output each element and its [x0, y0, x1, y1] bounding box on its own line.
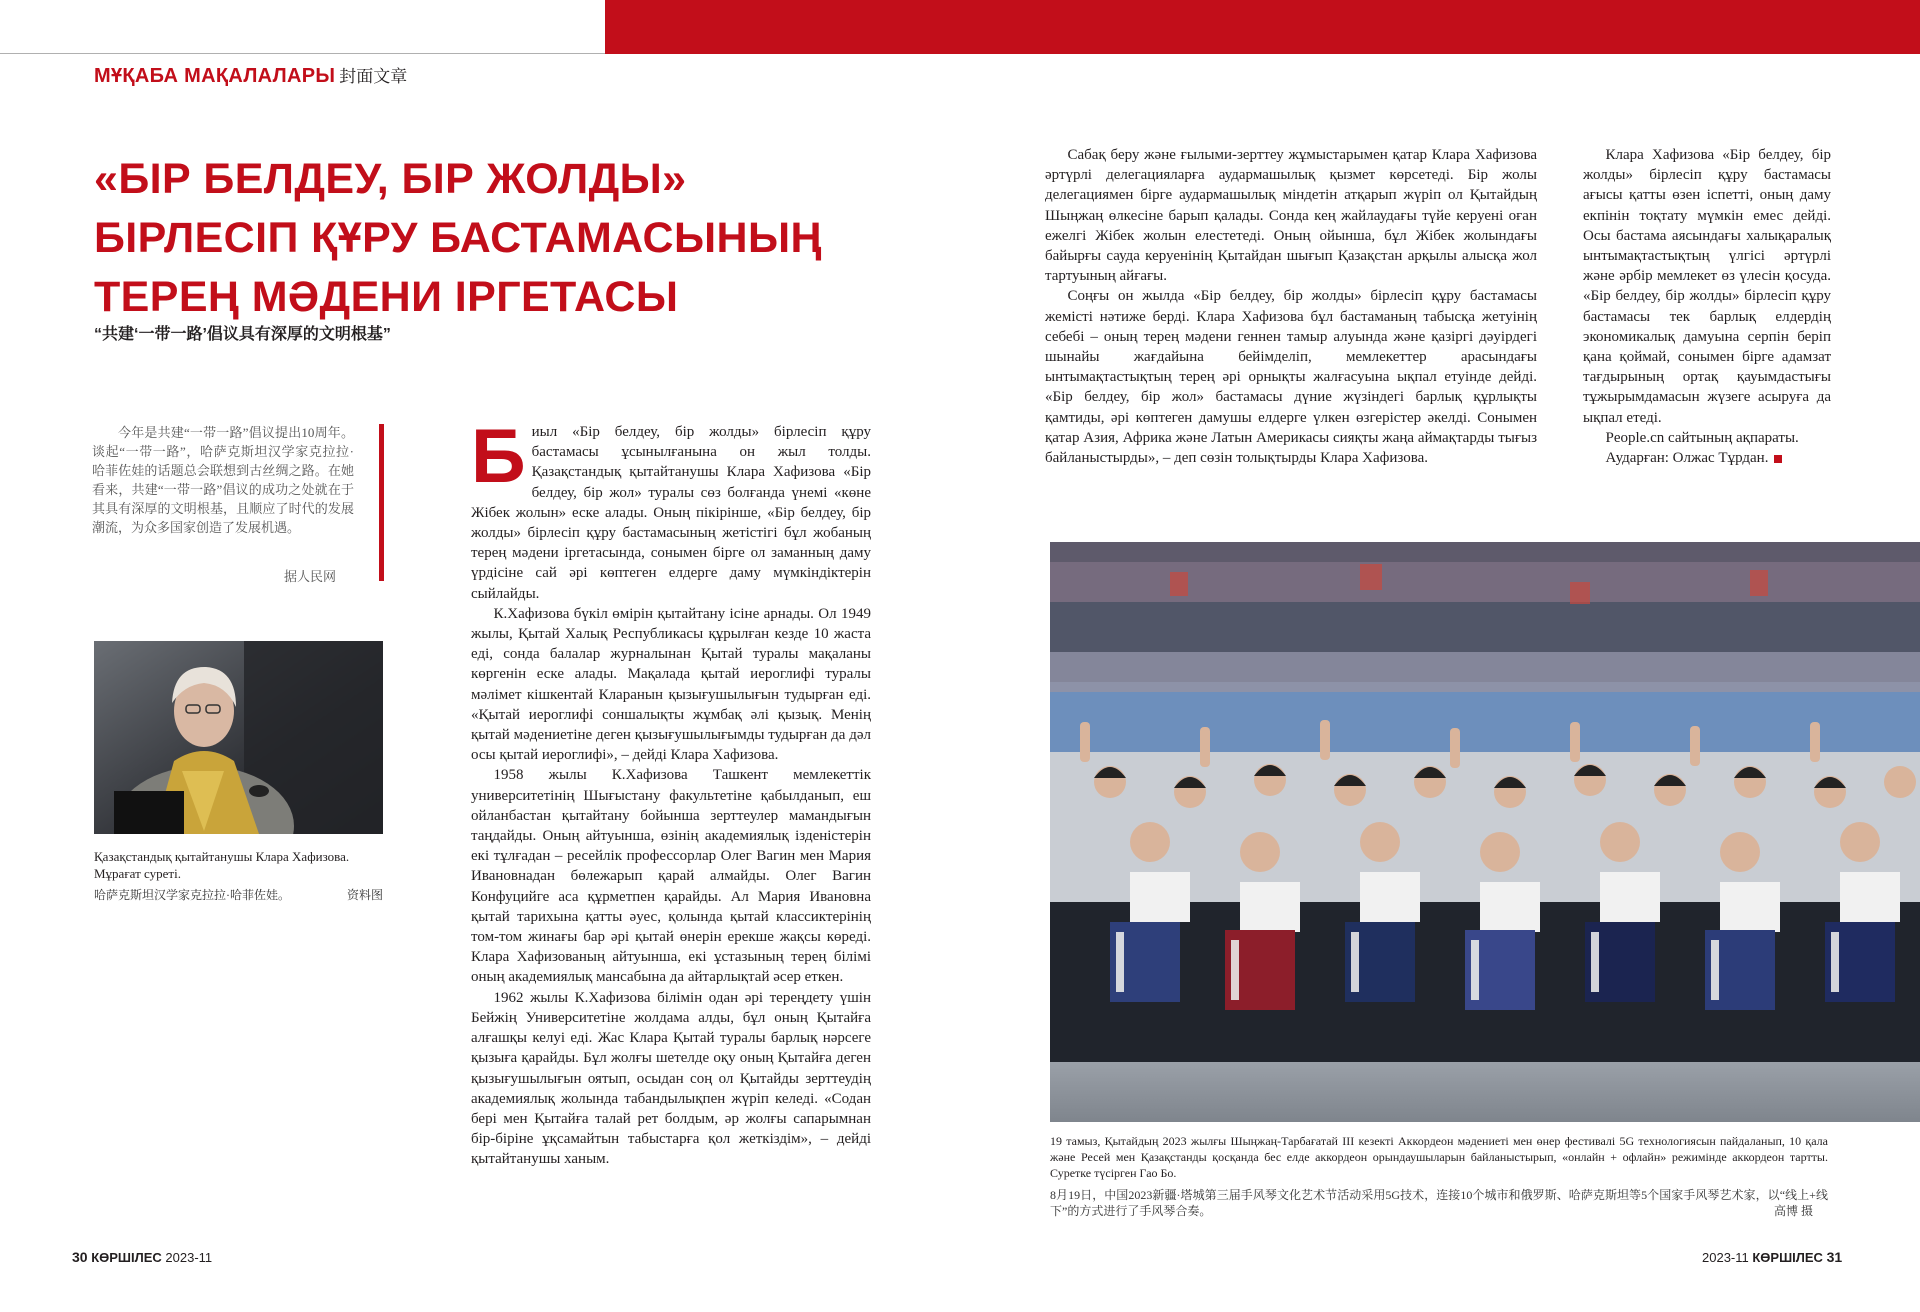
- section-label-kz: МҰҚАБА МАҚАЛАЛАРЫ: [94, 65, 336, 87]
- portrait-caption-cn: 哈萨克斯坦汉学家克拉拉·哈菲佐娃。: [94, 888, 290, 902]
- chinese-summary: 今年是共建“一带一路”倡议提出10周年。谈起“一带一路”，哈萨克斯坦汉学家克拉拉·哈菲佐娃的话题总会联想到古丝绸之路。在她看来，共建“一带一路”倡议的成功之处就在于其具有深厚的文明根基，且顺应了时代的发展潮流，为众多国家创造了发展机遇。: [92, 425, 354, 535]
- paragraph: Клара Хафизова «Бір белдеу, бір жолды» бірлесіп құру бастамасы ағысы қатты өзен іспетті, оның даму екпінін тоқтату мүмкін емес дейді. Осы бастама аясындағы халықаралық ынтымақтастықтың үлгісі әртүрлі және әрбір мемлекет өз үлесін қосуда. «Бір белдеу, бір жолды» бірлесіп құру бастамасы тек барлық елдердің экономикалық дамуына серпін беріп қана қоймай, сонымен бірге адамзат тағдырының ортақ қауымдастығы тұжырымдамасын жүзеге асыруға да ықпал етеді.: [1583, 147, 1831, 426]
- article-title: [94, 150, 822, 327]
- issue-left: 2023-11: [165, 1250, 213, 1265]
- paragraph: 1962 жылы К.Хафизова білімін одан әрі тереңдету үшін Бейжің Университетіне жолдама алды, бұл оның Қытайға алғашқы келуі еді. Жас Клара Қытай туралы барлық нәрсеге қызыға қарайды. Бұл жолғы шетелде оқу оның Қытайға деген қызығушылығын оятып, осыдан соң ол Қытайды зерттеудің академиялық жолында табандылықпен жүріп келеді. «Содан бері мен Қытайға талай рет болдым, әр жолғы сапарымнан бір-біріне ұқсамайтын табыстарға қол жеткіздім», – дейді қытайтанушы ханым.: [471, 989, 871, 1168]
- source-note: People.cn сайтының ақпараты.: [1605, 429, 1799, 446]
- portrait-photo-illustration: [94, 641, 383, 834]
- title-line-3: ТЕРЕҢ МӘДЕНИ ІРГЕТАСЫ: [94, 273, 679, 321]
- portrait-caption-kz: Қазақстандық қытайтанушы Клара Хафизова. Мұрағат суреті.: [94, 849, 350, 881]
- translator-note: [1583, 448, 1831, 468]
- header-red-bar: [605, 0, 1920, 54]
- article-column-1: [471, 414, 871, 1170]
- article-subtitle-cn: “共建‘一带一路’倡议具有深厚的文明根基”: [94, 326, 391, 343]
- title-line-2: БІРЛЕСІП ҚҰРУ БАСТАМАСЫНЫҢ: [94, 214, 822, 262]
- article-column-2: [1045, 145, 1537, 468]
- summary-accent-rule: [379, 424, 384, 581]
- accordion-festival-illustration: [1050, 542, 1920, 1122]
- footer-right: [1702, 1249, 1842, 1265]
- portrait-credit: 资料图: [347, 888, 384, 902]
- paragraph: Сабақ беру және ғылыми-зерттеу жұмыстарымен қатар Клара Хафизова әртүрлі делегацияларға аудармашылық қызмет көрсетеді. Бір жолы делегациямен бірге аудармашылық міндетін атқарып жүріп ол Қытайдың Шыңжаң өлкесіне барып қалады. Сонда кең жайлаудағы түйе керуені оған ежелгі Жібек жолын елестетеді. Оның ойынша, бұл Жібек жолындағы байырғы сауда керуенінің Қытайдан шығып Қазақстан арқылы алысқа жол тартуының айғағы.: [1045, 147, 1537, 285]
- festival-caption-cn: 8月19日，中国2023新疆·塔城第三届手风琴文化艺术节活动采用5G技术，连接10个城市和俄罗斯、哈萨克斯坦等5个国家手风琴艺术家，以“线上+线下”的方式进行了手风琴合奏。: [1050, 1188, 1828, 1218]
- chinese-summary-source: 据人民网: [284, 569, 337, 584]
- page-number-left: 30: [72, 1249, 88, 1265]
- paragraph: 1958 жылы К.Хафизова Ташкент мемлекеттік университетінің Шығыстану факультетіне қабылданып, еш ойланбастан қытайтану бойынша зерттеулер мамандығын таңдайды. Оның айтуынша, өзінің академиялық ізденістерін екі тұлғадан – ресейлік профессорлар Олег Вагин мен Мария Ивановнадан бөлежарып қарай алмайды. Олег Вагин Конфуцийге аса құрметпен қарайды. Ал Мария Ивановна қытай тарихына қатты әуес, қолында қытай классиктерінің том-том жинағы бар әрі қытай өнерін ерекше жақсы көреді. Клара Хафизованың айтуынша, екі ұстазының терең білімі оның академиялық мансабына да айтарлықтай әсер еткен.: [471, 767, 871, 986]
- article-column-3: [1583, 145, 1831, 468]
- paragraph: иыл «Бір белдеу, бір жолды» бірлесіп құру бастамасы ұсынылғанына он жыл толды. Қазақстандық қытайтанушы Клара Хафизова «Бір белдеу, бір жол» туралы сөз болғанда үнемі «көне Жібек жолын» еске алады. Оның пікірінше, «Бір белдеу, бір жолды» бірлесіп құру бастамасының жетістігі бұл жобаның терең мәдени іргетасында, сонымен бірге ол заманның даму үрдісіне сай әрі көптеген елдерге даму мүмкіндіктерін сыйлайды.: [471, 424, 871, 602]
- magazine-name-right: КӨРШІЛЕС: [1752, 1250, 1823, 1265]
- paragraph: К.Хафизова бүкіл өмірін қытайтану ісіне арнады. Ол 1949 жылы, Қытай Халық Республикасы құрылған кезде 10 жаста еді, сонда балалар журналынан Қытай туралы мақаланы көргенін еске алады. Мақалада қытай иероглифі туралы мәлімет кішкентай Кларанын қызығушылығын тудырған еді. «Қытай иероглифі соншалықты жұмбақ әлі қызық. Менің қытай мәдениетіне деген қызығушылығымды тудырған да дәл осы қытай иероглифі», – дейді Клара Хафизова.: [471, 605, 871, 764]
- page-number-right: 31: [1826, 1249, 1843, 1265]
- section-label-cn: 封面文章: [339, 67, 408, 86]
- header-rule: [0, 53, 605, 54]
- festival-credit: 高博 摄: [1774, 1204, 1814, 1218]
- end-mark-square: [1774, 455, 1782, 463]
- issue-right: 2023-11: [1702, 1250, 1749, 1265]
- title-line-1: «БІР БЕЛДЕУ, БІР ЖОЛДЫ»: [94, 155, 687, 203]
- accordion-festival-photo: [1050, 542, 1920, 1122]
- magazine-name-left: КӨРШІЛЕС: [91, 1250, 162, 1265]
- section-label: [94, 62, 407, 88]
- footer-left: [72, 1249, 212, 1265]
- translator-text: Аударған: Олжас Тұрдан.: [1605, 450, 1769, 467]
- paragraph: Соңғы он жылда «Бір белдеу, бір жолды» бірлесіп құру бастамасы жемісті нәтиже берді. Клара Хафизова бұл бастаманың табысқа жетуінің себебі – оның терең мәдени геннен тамыр алуында және қазіргі дәуірдегі шынайы жағдайына бейімделіп, мемлекеттер арасындағы ынтымақтастықтың терең әрі орнықты жалғасуына ықпал етуінде дейді. «Бір белдеу, бір жол» бастамасы дүние жүзіндегі барлық құрлықты қамтиды, әрі көптеген дамушы елдерге үлкен өзгерістер әкелді. Сонымен қатар Азия, Африка және Латын Америкасы сияқты жаңа аймақтарды тығыз байланыстырды», – деп сөзін толықтырды Клара Хафизова.: [1045, 288, 1537, 467]
- drop-cap: Б: [471, 414, 526, 499]
- portrait-photo: [94, 641, 383, 834]
- festival-caption-kz: 19 тамыз, Қытайдың 2023 жылғы Шыңжаң-Тарбағатай ІІІ кезекті Аккордеон мәдениеті мен өнер фестивалі 5G технологиясын пайдаланып, 10 қала және Ресей мен Қазақстанды қосқанда бес елде аккордеон орындаушыларын байланыстырып, «онлайн + офлайн» режимінде аккордеон тартты. Суретке түсірген Гао Бо.: [1050, 1134, 1828, 1180]
